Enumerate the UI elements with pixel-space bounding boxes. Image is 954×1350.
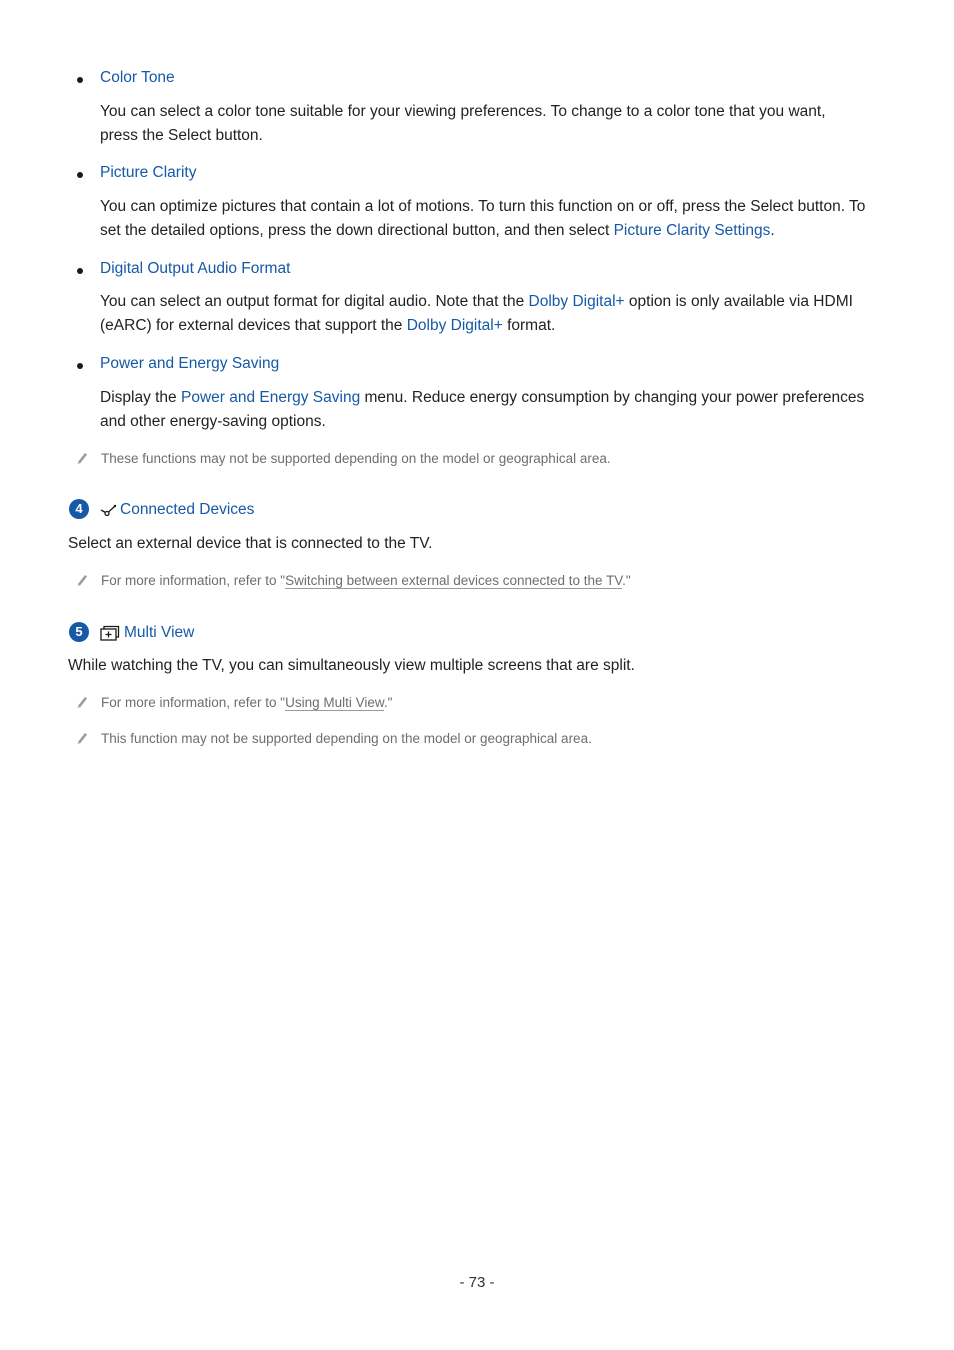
body-text: menu. Reduce energy consumption by changing your power preferences and other energy-saving options. [100, 389, 865, 430]
pencil-icon [75, 451, 89, 465]
section-title-connected-devices[interactable]: Connected Devices [120, 501, 255, 518]
body-text: Display the [100, 389, 181, 406]
note-text: ." [383, 695, 393, 710]
section-body: While watching the TV, you can simultaneously view multiple screens that are split. [68, 657, 635, 674]
note-text: For more information, refer to " [101, 573, 286, 588]
note-text [101, 573, 631, 588]
section-body: Select an external device that is connected to the TV. [68, 535, 433, 552]
pencil-icon [75, 731, 89, 745]
bullet-title-digital-output-audio-format[interactable]: Digital Output Audio Format [100, 260, 291, 277]
bullet-body-picture-clarity [100, 195, 890, 243]
multi-view-icon [100, 625, 120, 641]
section-number-badge: 5 [69, 622, 89, 642]
bullet-title-picture-clarity[interactable]: Picture Clarity [100, 164, 197, 181]
pencil-icon [75, 695, 89, 709]
body-text: option is only available via HDMI (eARC) for external devices that support the [100, 293, 853, 334]
note-text: These functions may not be supported depending on the model or geographical area. [101, 451, 611, 466]
section-title-multi-view[interactable]: Multi View [124, 624, 195, 641]
body-text: You can optimize pictures that contain a lot of motions. To turn this function on or off, press the Select button. To set the detailed options, press the down directional button, and then select [100, 198, 866, 239]
page-number: - 73 - [459, 1274, 495, 1291]
bullet-body-digital-output [100, 290, 890, 338]
note-text: This function may not be supported depending on the model or geographical area. [101, 731, 592, 746]
power-energy-saving-link[interactable]: Power and Energy Saving [180, 389, 361, 406]
section-number-badge: 4 [69, 499, 89, 519]
note-text [101, 695, 392, 710]
bullet-dot [77, 172, 83, 178]
bullet-dot [77, 363, 83, 369]
bullet-title-power-energy-saving[interactable]: Power and Energy Saving [100, 355, 280, 372]
body-text: format. [502, 317, 556, 334]
bullet-title-color-tone[interactable]: Color Tone [100, 69, 175, 86]
dolby-digital-plus-link[interactable]: Dolby Digital+ [406, 317, 503, 334]
body-text: You can select an output format for digital audio. Note that the [100, 293, 529, 310]
bullet-dot [77, 268, 83, 274]
bullet-body-power-energy [100, 386, 890, 434]
dolby-digital-plus-link[interactable]: Dolby Digital+ [528, 293, 625, 310]
bullet-dot [77, 77, 83, 83]
bullet-body-color-tone: You can select a color tone suitable for your viewing preferences. To change to a color tone that you want, press the Select button. [100, 103, 826, 144]
pencil-icon [75, 573, 89, 587]
using-multi-view-link[interactable]: Using Multi View [285, 695, 384, 710]
note-text: For more information, refer to " [101, 695, 286, 710]
body-text: . [770, 222, 775, 239]
picture-clarity-settings-link[interactable]: Picture Clarity Settings [613, 222, 771, 239]
connected-devices-icon [100, 504, 117, 517]
switching-devices-link[interactable]: Switching between external devices connected to the TV [285, 573, 623, 588]
note-text: ." [622, 573, 631, 588]
